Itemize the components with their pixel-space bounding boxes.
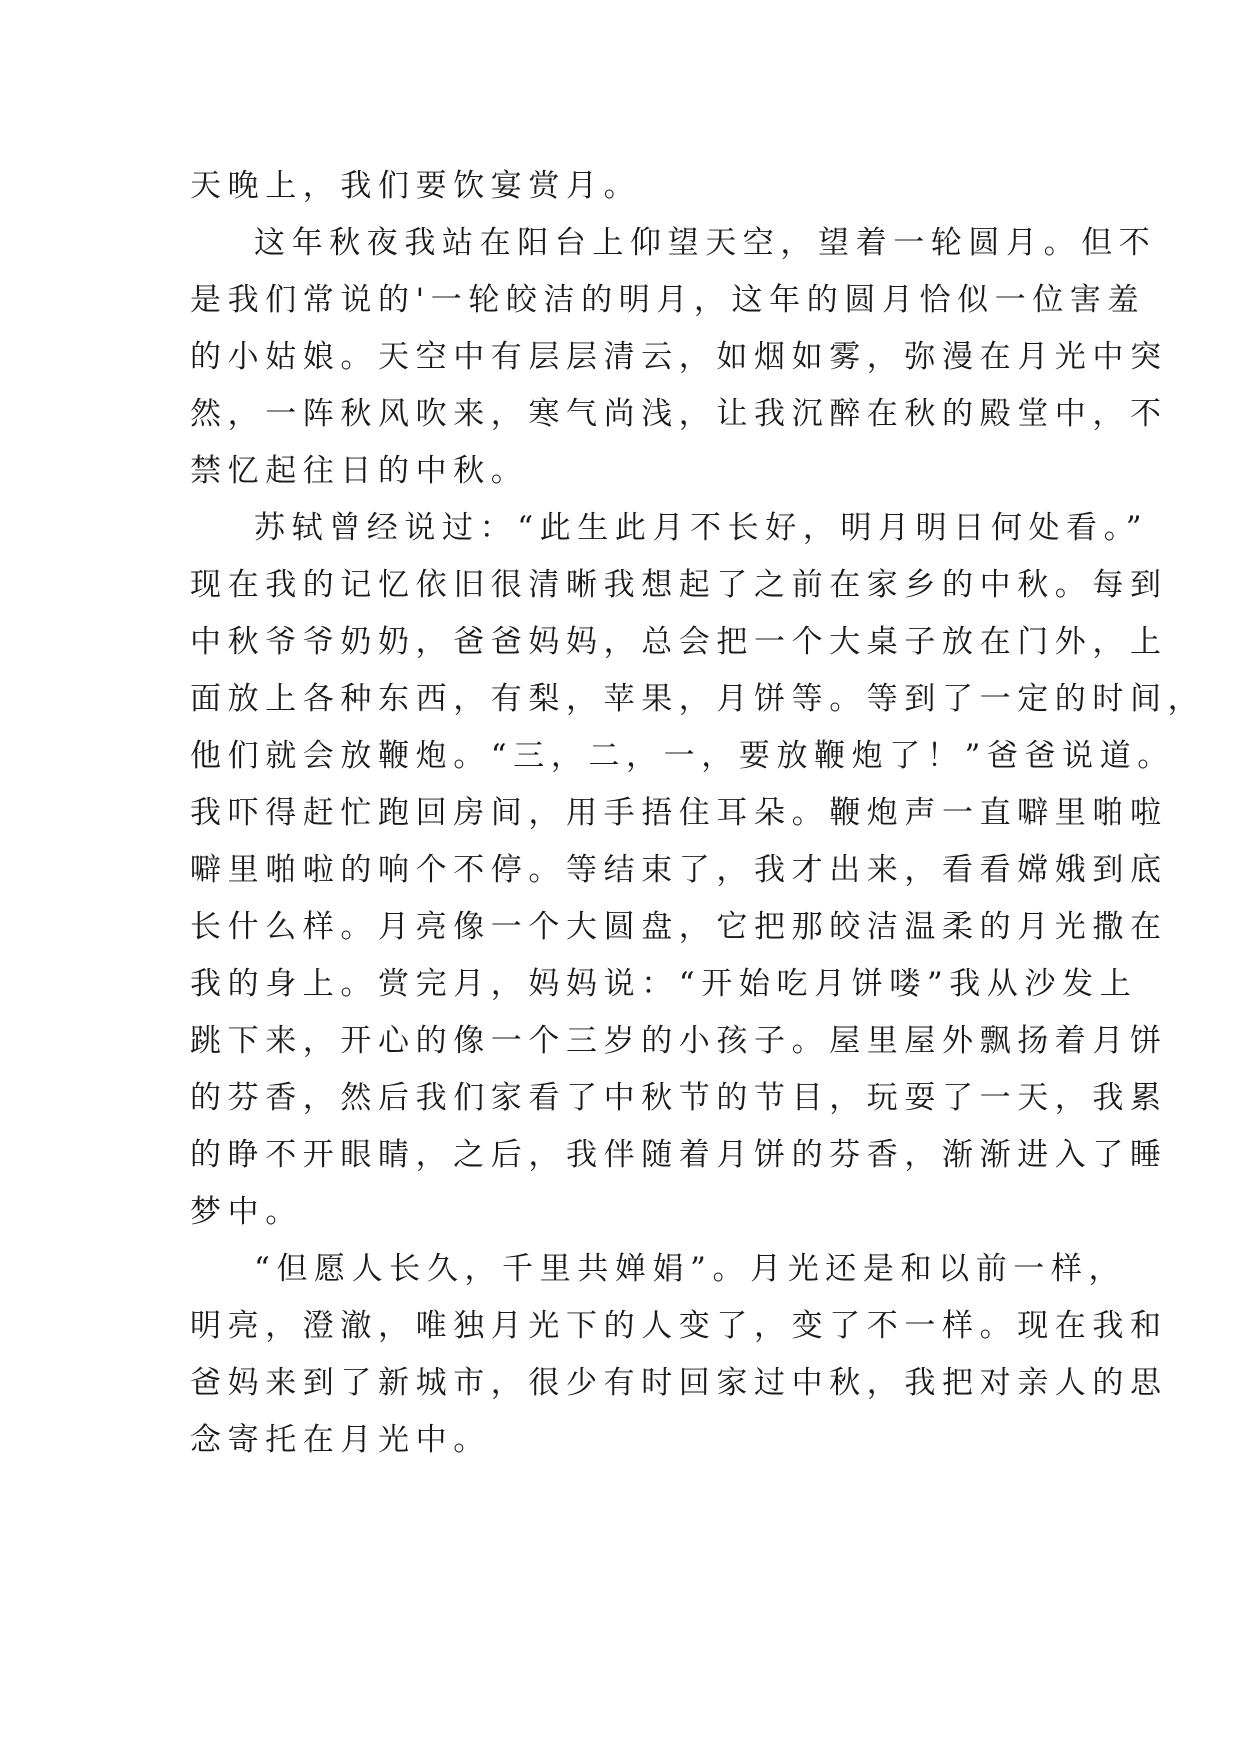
text-line: 禁忆起往日的中秋。 bbox=[190, 453, 529, 489]
text-line: 的小姑娘。天空中有层层清云，如烟如雾，弥漫在月光中突 bbox=[190, 339, 1168, 375]
text-line: 梦中。 bbox=[190, 1194, 303, 1230]
text-line: 噼里啪啦的响个不停。等结束了，我才出来，看看嫦娥到底 bbox=[190, 852, 1168, 888]
text-line: 爸妈来到了新城市，很少有时回家过中秋，我把对亲人的思 bbox=[190, 1365, 1168, 1401]
text-line: 念寄托在月光中。 bbox=[190, 1422, 491, 1458]
text-line: “但愿人长久，千里共婵娟”。月光还是和以前一样， bbox=[254, 1251, 1127, 1287]
text-line: 跳下来，开心的像一个三岁的小孩子。屋里屋外飘扬着月饼 bbox=[190, 1023, 1168, 1059]
text-line: 天晚上，我们要饮宴赏月。 bbox=[190, 168, 642, 204]
text-line: 我的身上。赏完月，妈妈说：“开始吃月饼喽”我从沙发上 bbox=[190, 966, 1138, 1002]
essay-body bbox=[190, 158, 1206, 1469]
text-line: 长什么样。月亮像一个大圆盘，它把那皎洁温柔的月光撒在 bbox=[190, 909, 1168, 945]
text-line: 现在我的记忆依旧很清晰我想起了之前在家乡的中秋。每到 bbox=[190, 567, 1168, 603]
text-line: 然，一阵秋风吹来，寒气尚浅，让我沉醉在秋的殿堂中，不 bbox=[190, 396, 1168, 432]
text-line: 这年秋夜我站在阳台上仰望天空，望着一轮圆月。但不 bbox=[254, 225, 1157, 261]
text-line: 他们就会放鞭炮。“三，二，一，要放鞭炮了！”爸爸说道。 bbox=[190, 738, 1175, 774]
text-line: 我吓得赶忙跑回房间，用手捂住耳朵。鞭炮声一直噼里啪啦 bbox=[190, 795, 1168, 831]
text-line: 是我们常说的'一轮皎洁的明月，这年的圆月恰似一位害羞 bbox=[190, 282, 1146, 318]
text-line: 苏轼曾经说过：“此生此月不长好，明月明日何处看。” bbox=[254, 510, 1149, 546]
text-line: 面放上各种东西，有梨，苹果，月饼等。等到了一定的时间， bbox=[190, 681, 1206, 717]
text-line: 的睁不开眼睛，之后，我伴随着月饼的芬香，渐渐进入了睡 bbox=[190, 1137, 1168, 1173]
text-line: 中秋爷爷奶奶，爸爸妈妈，总会把一个大桌子放在门外，上 bbox=[190, 624, 1168, 660]
text-line: 的芬香，然后我们家看了中秋节的节目，玩耍了一天，我累 bbox=[190, 1080, 1168, 1116]
text-line: 明亮，澄澈，唯独月光下的人变了，变了不一样。现在我和 bbox=[190, 1308, 1168, 1344]
